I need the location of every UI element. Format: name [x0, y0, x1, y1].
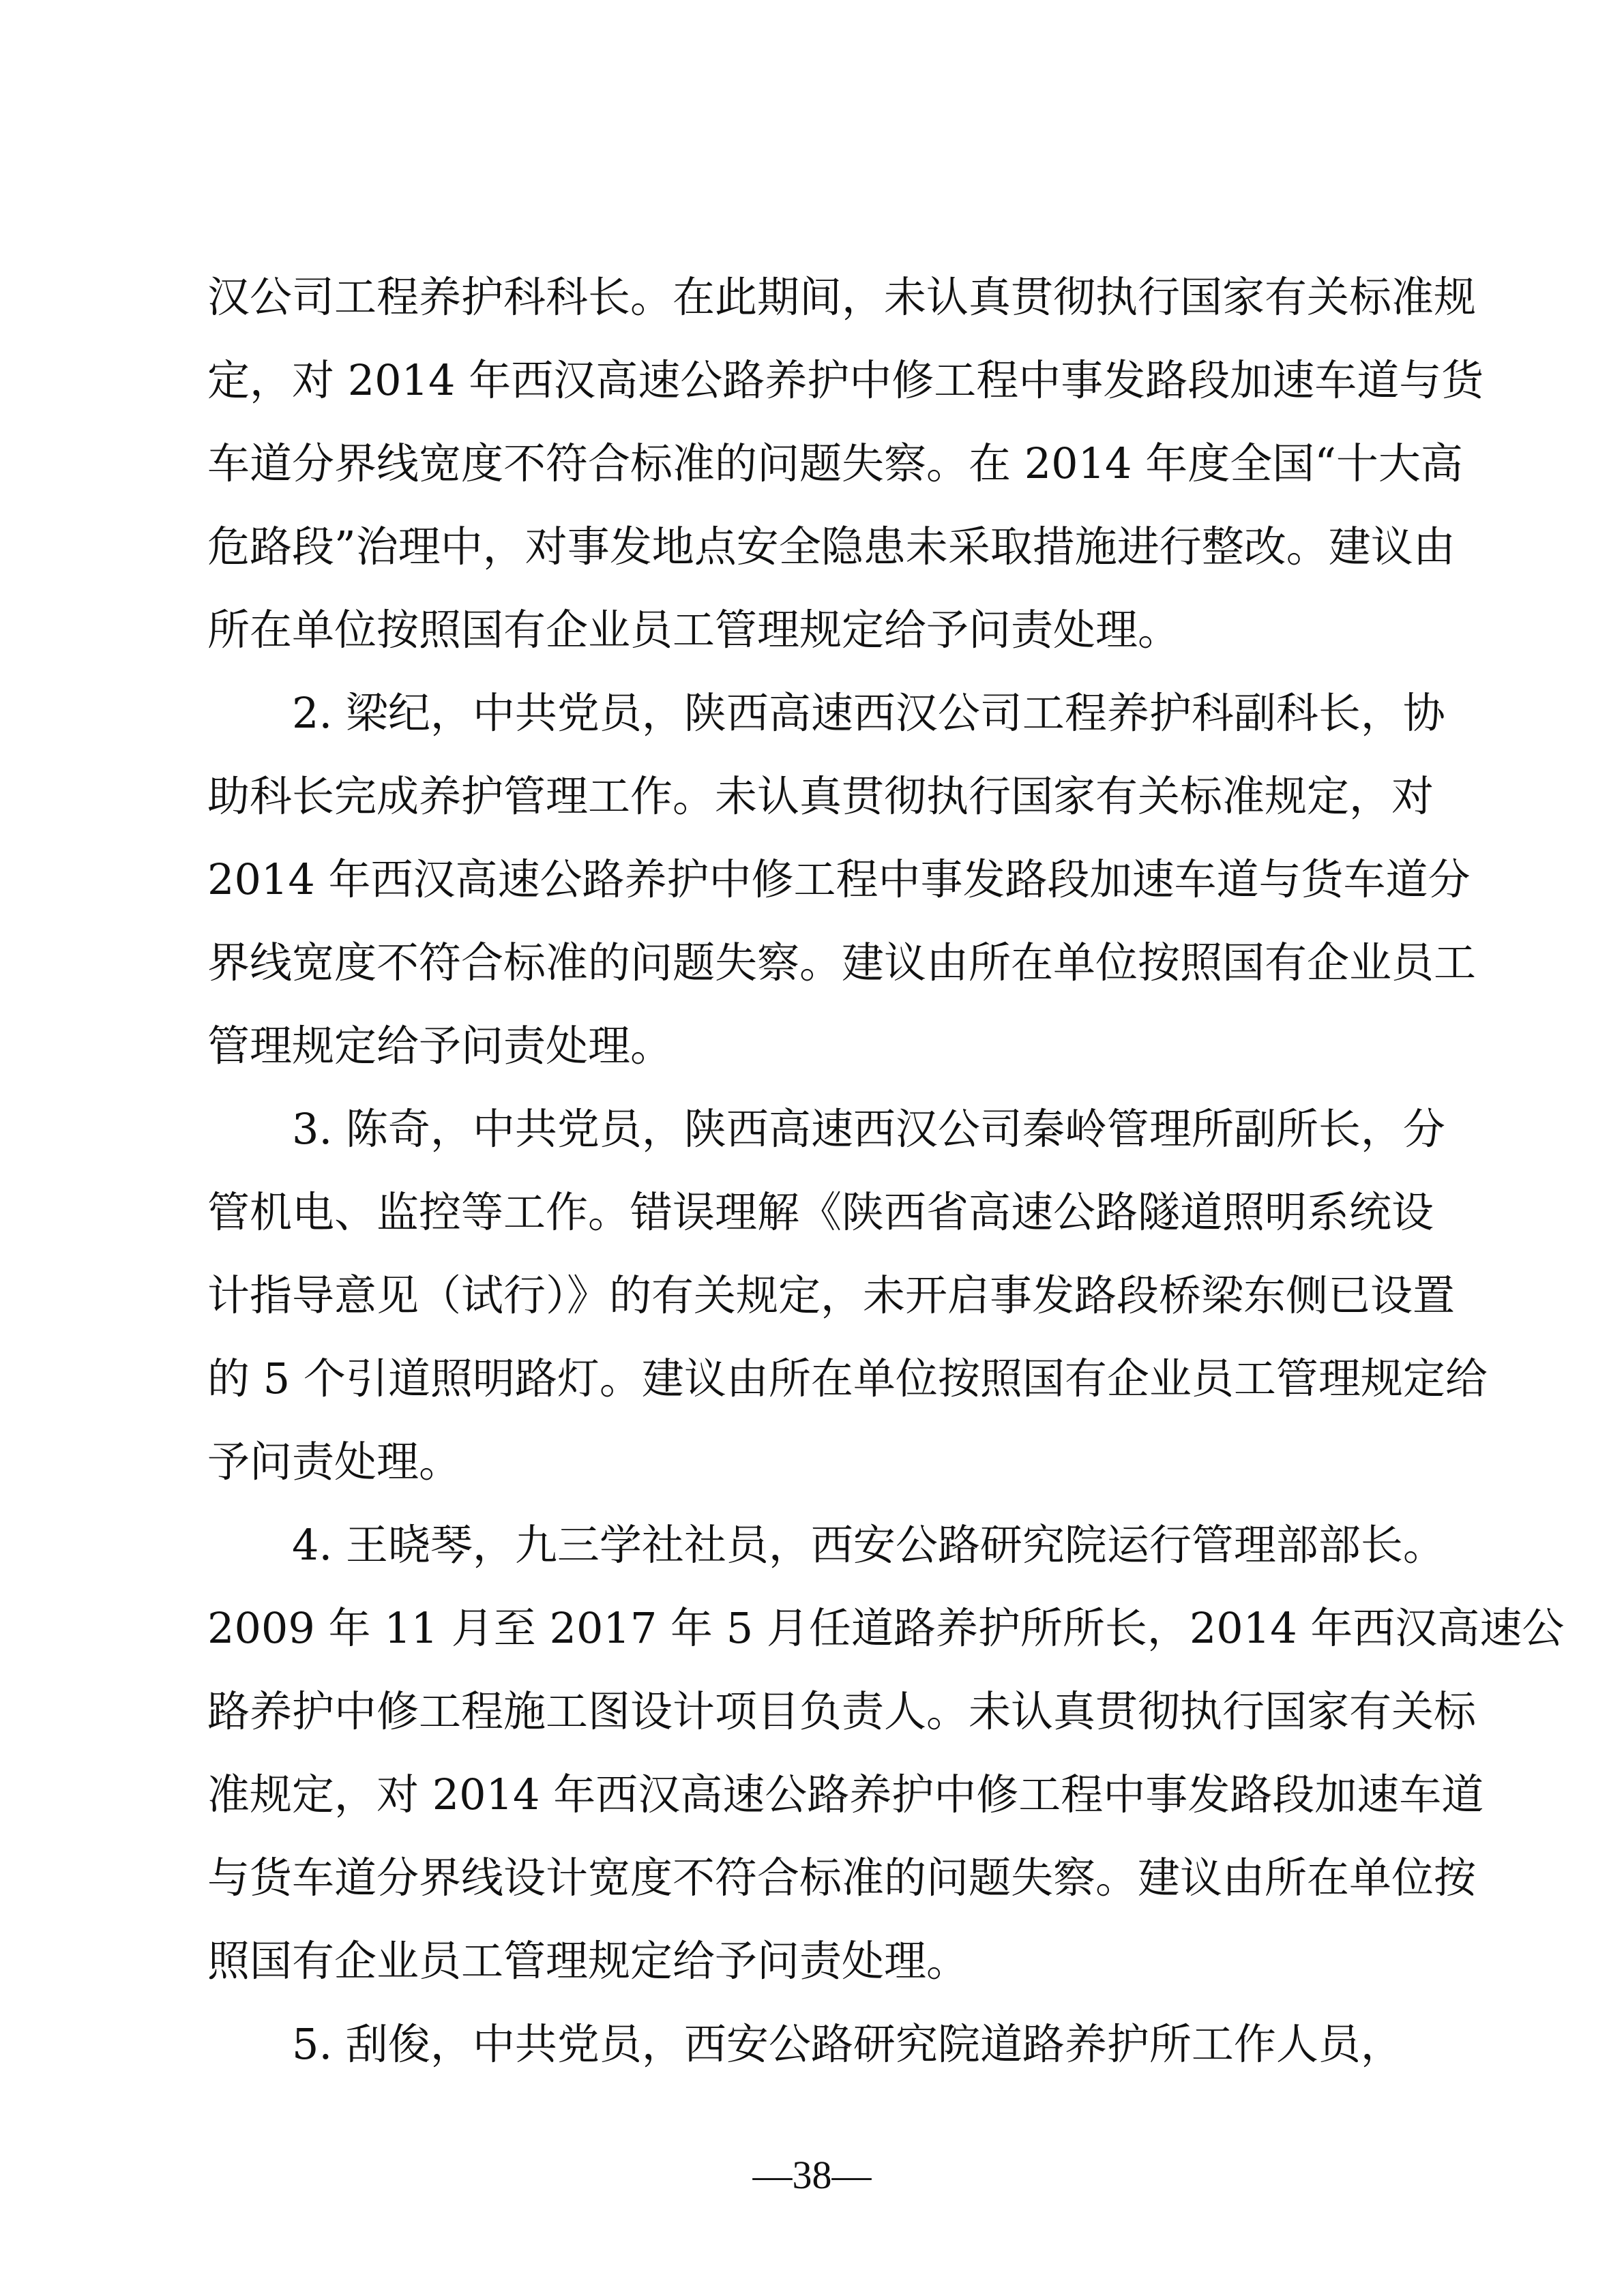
page-number: —38— — [752, 2153, 872, 2197]
paragraph-line: 定，对 2014 年西汉高速公路养护中修工程中事发路段加速车道与货 — [207, 355, 1484, 405]
paragraph-line: 管理规定给予问责处理。 — [207, 1021, 673, 1071]
paragraph-line: 管机电、监控等工作。错误理解《陕西省高速公路隧道照明系统设 — [207, 1187, 1434, 1237]
paragraph-line: 2014 年西汉高速公路养护中修工程中事发路段加速车道与货车道分 — [207, 854, 1471, 904]
paragraph-line: 4. 王晓琴，九三学社社员，西安公路研究院运行管理部部长。 — [292, 1520, 1445, 1570]
paragraph-line: 准规定，对 2014 年西汉高速公路养护中修工程中事发路段加速车道 — [207, 1770, 1484, 1819]
paragraph-line: 计指导意见（试行）》的有关规定，未开启事发路段桥梁东侧已设置 — [207, 1270, 1456, 1320]
paragraph-line: 与货车道分界线设计宽度不符合标准的问题失察。建议由所在单位按 — [207, 1853, 1477, 1903]
paragraph-line: 照国有企业员工管理规定给予问责处理。 — [207, 1936, 969, 1986]
paragraph-line: 2009 年 11 月至 2017 年 5 月任道路养护所所长，2014 年西汉高速公 — [207, 1603, 1565, 1653]
paragraph-line: 所在单位按照国有企业员工管理规定给予问责处理。 — [207, 605, 1181, 655]
paragraph-line: 车道分界线宽度不符合标准的问题失察。在 2014 年度全国“十大高 — [207, 438, 1463, 488]
paragraph-line: 2. 梁纪，中共党员，陕西高速西汉公司工程养护科副科长，协 — [292, 688, 1445, 738]
paragraph-line: 3. 陈奇，中共党员，陕西高速西汉公司秦岭管理所副所长，分 — [292, 1104, 1445, 1154]
paragraph-line: 界线宽度不符合标准的问题失察。建议由所在单位按照国有企业员工 — [207, 938, 1477, 987]
paragraph-line: 5. 刮俊，中共党员，西安公路研究院道路养护所工作人员， — [292, 2019, 1403, 2069]
paragraph-line: 予问责处理。 — [207, 1437, 462, 1487]
document-body — [207, 256, 1565, 2086]
paragraph-line: 危路段”治理中，对事发地点安全隐患未采取措施进行整改。建议由 — [207, 522, 1456, 571]
paragraph-line: 的 5 个引道照明路灯。建议由所在单位按照国有企业员工管理规定给 — [207, 1354, 1488, 1403]
paragraph-line: 路养护中修工程施工图设计项目负责人。未认真贯彻执行国家有关标 — [207, 1686, 1477, 1736]
paragraph-line: 汉公司工程养护科科长。在此期间，未认真贯彻执行国家有关标准规 — [207, 272, 1477, 322]
paragraph-line: 助科长完成养护管理工作。未认真贯彻执行国家有关标准规定，对 — [207, 771, 1434, 821]
